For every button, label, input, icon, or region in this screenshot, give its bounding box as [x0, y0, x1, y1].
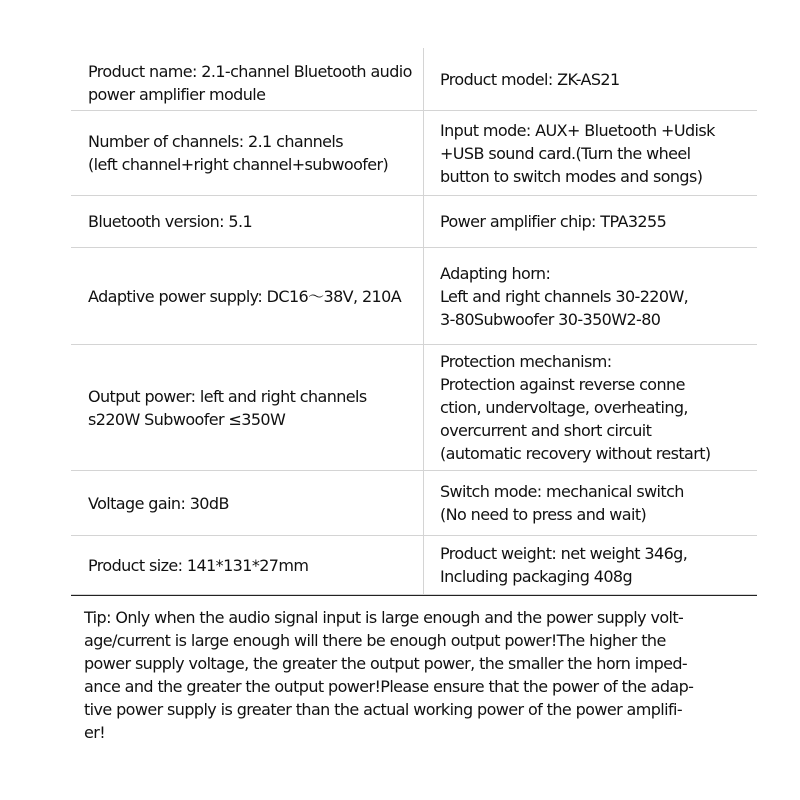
spec-table: [71, 48, 757, 595]
voltage-gain-cell: Voltage gain: 30dB: [71, 471, 424, 535]
tip-paragraph: Tip: Only when the audio signal input is large enough and the power supply volt- age/current is large enough will there be enough output power!The higher the power supply voltage, the greater the output power, the smaller the horn imped- ance and the greater the output power!Please ensure that the power of the adap- tive power supply is greater than the actual working power of the power amplifi- er!: [84, 608, 694, 742]
product-weight-cell: Product weight: net weight 346g, Including packaging 408g: [440, 544, 688, 586]
input-mode-cell: Input mode: AUX+ Bluetooth +Udisk +USB sound card.(Turn the wheel button to switch modes and songs): [440, 120, 715, 186]
bluetooth-version-cell: Bluetooth version: 5.1: [71, 196, 424, 247]
output-power-cell: Output power: left and right channels s220W Subwoofer ≤350W: [71, 345, 424, 470]
spec-row-power-supply: [71, 248, 757, 345]
spec-row-channels: [71, 111, 757, 196]
channels-cell: Number of channels: 2.1 channels (left channel+right channel+subwoofer): [71, 111, 424, 195]
spec-row-bluetooth: [71, 196, 757, 248]
product-name-cell: Product name: 2.1-channel Bluetooth audio power amplifier module: [71, 48, 424, 110]
product-size-cell: Product size: 141*131*27mm: [71, 536, 424, 594]
spec-row-voltage-gain: [71, 471, 757, 536]
product-model-cell: Product model: ZK-AS21: [440, 69, 620, 89]
tip-divider: [71, 595, 757, 596]
spec-row-output-power: [71, 345, 757, 471]
adapting-horn-cell: Adapting horn: Left and right channels 30-220W, 3-80Subwoofer 30-350W2-80: [440, 263, 689, 329]
power-supply-cell: Adaptive power supply: DC16～38V, 210A: [71, 248, 424, 344]
spec-row-product-name: [71, 48, 757, 111]
switch-mode-cell: Switch mode: mechanical switch (No need to press and wait): [440, 482, 684, 524]
spec-row-size: [71, 536, 757, 595]
protection-mechanism-cell: Protection mechanism: Protection against reverse conne ction, undervoltage, overheating, overcurrent and short circuit (automatic recovery without restart): [440, 352, 711, 463]
amplifier-chip-cell: Power amplifier chip: TPA3255: [440, 212, 667, 231]
